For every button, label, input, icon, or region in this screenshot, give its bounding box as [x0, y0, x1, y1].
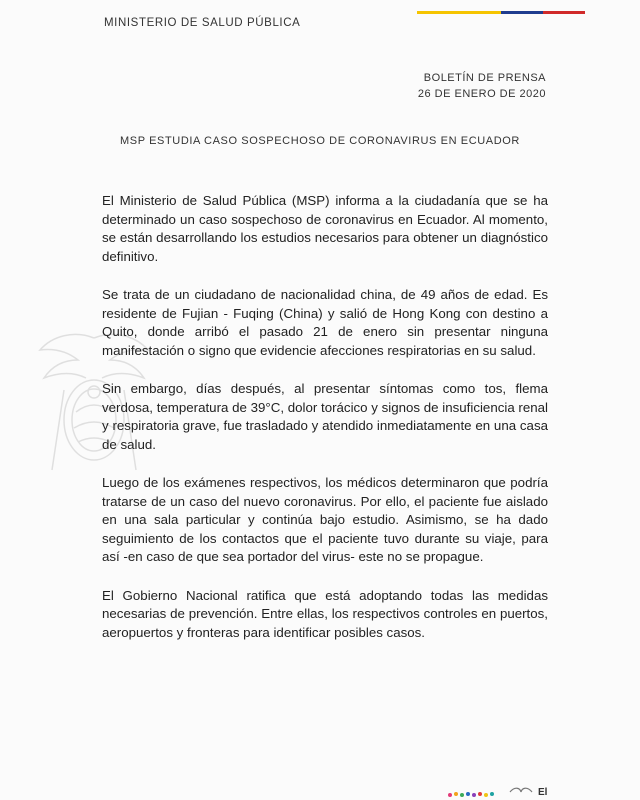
- press-body: [102, 192, 548, 662]
- press-headline: MSP ESTUDIA CASO SOSPECHOSO DE CORONAVIRUS EN ECUADOR: [120, 135, 520, 147]
- flag-blue-stripe: [501, 11, 543, 14]
- ministry-name: MINISTERIO DE SALUD PÚBLICA: [104, 17, 301, 29]
- flag-color-bar: [417, 11, 585, 14]
- bulletin-label: BOLETÍN DE PRENSA: [423, 72, 546, 84]
- eagle-emblem-icon: [508, 784, 534, 798]
- footer-partial-text: El: [538, 787, 548, 798]
- paragraph: El Ministerio de Salud Pública (MSP) informa a la ciudadanía que se ha determinado un caso sospechoso de coronavirus en Ecuador. Al momento, se están desarrollando los estudios necesarios para obtener un diagnóstico definitivo.: [102, 193, 548, 264]
- paragraph: El Gobierno Nacional ratifica que está adoptando todas las medidas necesarias de prevención. Entre ellas, los respectivos controles en puertos, aeropuertos y fronteras para identificar posibles casos.: [102, 587, 548, 640]
- paragraph: Luego de los exámenes respectivos, los médicos determinaron que podría tratarse de un caso del nuevo coronavirus. Por ello, el paciente fue aislado en una sala particular y continúa bajo estudio. Asimismo, se ha dado seguimiento de los contactos que el paciente tuvo durante su viaje, para así -en caso de que sea portador del virus- este no se propague.: [102, 475, 548, 564]
- paragraph: Sin embargo, días después, al presentar síntomas como tos, flema verdosa, temperatura de 39°C, dolor torácico y signos de insuficiencia renal y respiratoria grave, fue trasladado y atendido inmediatamente en una casa de salud.: [102, 381, 548, 452]
- flag-red-stripe: [543, 11, 585, 14]
- government-logo-icon: [444, 782, 514, 800]
- flag-yellow-stripe: [417, 11, 501, 14]
- bulletin-date: 26 DE ENERO DE 2020: [417, 88, 546, 100]
- paragraph: Se trata de un ciudadano de nacionalidad china, de 49 años de edad. Es residente de Fujian - Fuqing (China) y salió de Hong Kong con destino a Quito, donde arribó el pasado 21 de enero sin presentar ninguna manifestación o signo que evidencie afecciones respiratorias en su salud.: [102, 287, 548, 358]
- bulletin-block: [418, 70, 546, 102]
